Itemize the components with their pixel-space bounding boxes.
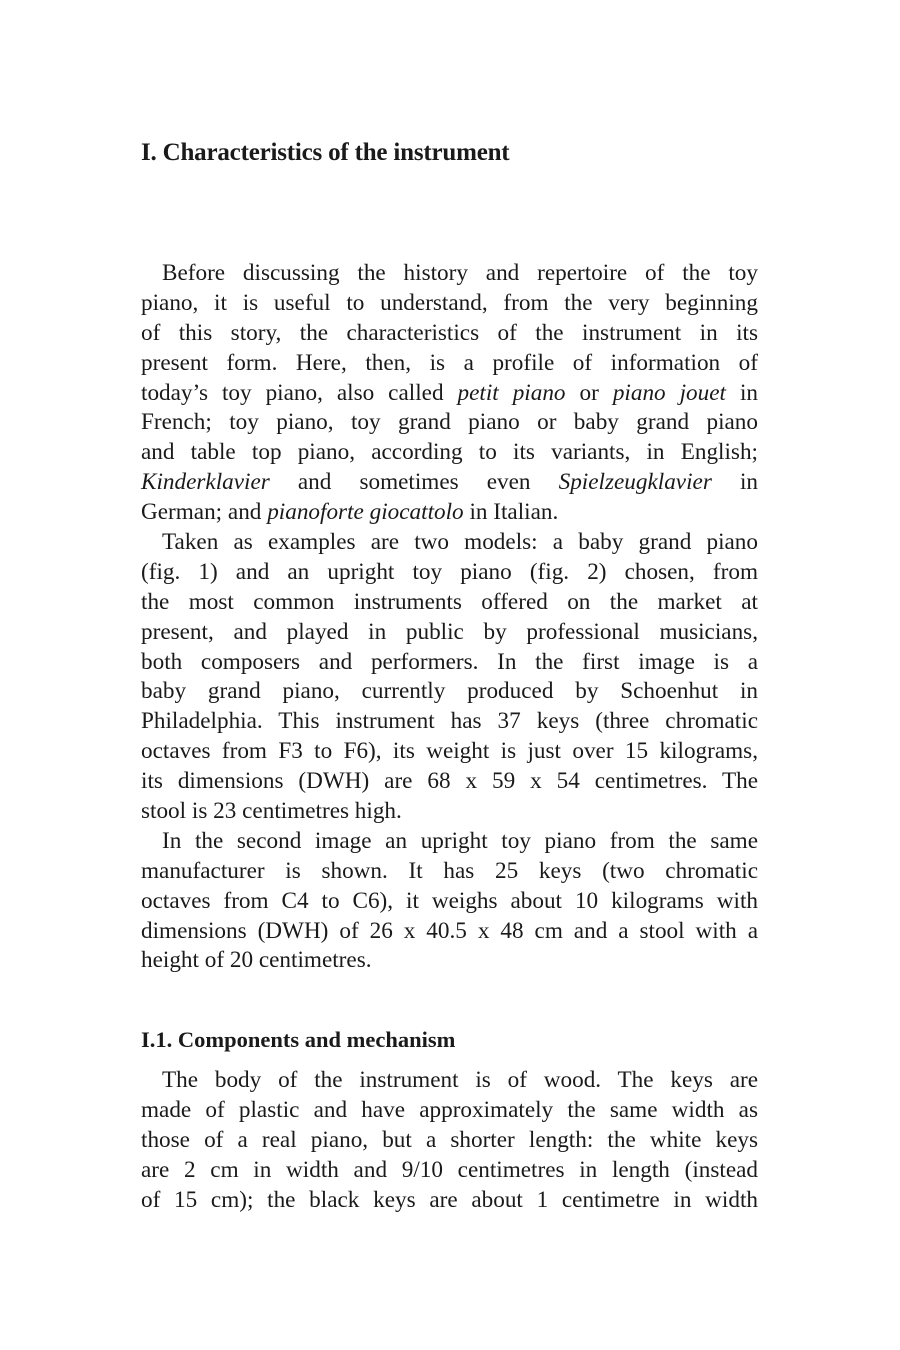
text-line: height of 20 centimetres.	[141, 947, 372, 974]
text-line: The body of the instrument is of wood. The keys are	[162, 1067, 758, 1093]
text-line: of this story, the characteristics of the instrument in its	[141, 319, 758, 346]
text-line: German; and pianoforte giocattolo in Italian.	[141, 499, 559, 526]
section-title: I.1. Components and mechanism	[141, 1027, 456, 1052]
text-line: piano, it is useful to understand, from the very beginning	[141, 289, 758, 316]
text-line: its dimensions (DWH) are 68 x 59 x 54 centimetres. The	[141, 768, 758, 795]
text-line: stool is 23 centimetres high.	[141, 798, 402, 825]
text-line: are 2 cm in width and 9/10 centimetres in length (instead	[141, 1156, 758, 1183]
italic-term: Spielzeugklavier	[558, 469, 712, 496]
text-line: Before discussing the history and repertoire of the toy	[162, 260, 758, 286]
text-line: octaves from C4 to C6), it weighs about 10 kilograms with	[141, 887, 758, 914]
italic-term: petit piano	[457, 379, 566, 406]
text-line: both composers and performers. In the first image is a	[141, 648, 758, 675]
intro-text	[141, 259, 758, 976]
chapter-title: I. Characteristics of the instrument	[141, 139, 510, 166]
text-line: (fig. 1) and an upright toy piano (fig. 2) chosen, from	[141, 558, 758, 585]
italic-term: piano jouet	[612, 379, 726, 406]
italic-term: pianoforte giocattolo	[267, 499, 464, 526]
text-line: In the second image an upright toy piano from the same	[162, 827, 758, 854]
text-line: the most common instruments offered on the market at	[141, 588, 758, 615]
text-line: baby grand piano, currently produced by Schoenhut in	[141, 678, 758, 705]
text-line: and table top piano, according to its variants, in English;	[141, 439, 758, 466]
text-line: those of a real piano, but a shorter length: the white keys	[141, 1126, 758, 1153]
text-line: present form. Here, then, is a profile of information of	[141, 349, 758, 376]
text-line: made of plastic and have approximately the same width as	[141, 1096, 758, 1123]
italic-term: Kinderklavier	[141, 469, 270, 496]
text-line: Philadelphia. This instrument has 37 keys (three chromatic	[141, 708, 758, 735]
text-line: octaves from F3 to F6), its weight is just over 15 kilograms,	[141, 738, 758, 765]
text-line: manufacturer is shown. It has 25 keys (two chromatic	[141, 857, 758, 884]
text-line: dimensions (DWH) of 26 x 40.5 x 48 cm and a stool with a	[141, 917, 758, 944]
text-line: Taken as examples are two models: a baby grand piano	[162, 529, 758, 556]
text-line: French; toy piano, toy grand piano or baby grand piano	[141, 409, 758, 436]
text-line: today’s toy piano, also called petit piano or piano jouet in	[141, 379, 758, 406]
book-page	[141, 0, 758, 1350]
text-line: of 15 cm); the black keys are about 1 centimetre in width	[141, 1186, 758, 1213]
components-text	[141, 1066, 758, 1215]
text-line: present, and played in public by professional musicians,	[141, 618, 758, 645]
text-line: Kinderklavier and sometimes even Spielzeugklavier in	[141, 469, 758, 496]
